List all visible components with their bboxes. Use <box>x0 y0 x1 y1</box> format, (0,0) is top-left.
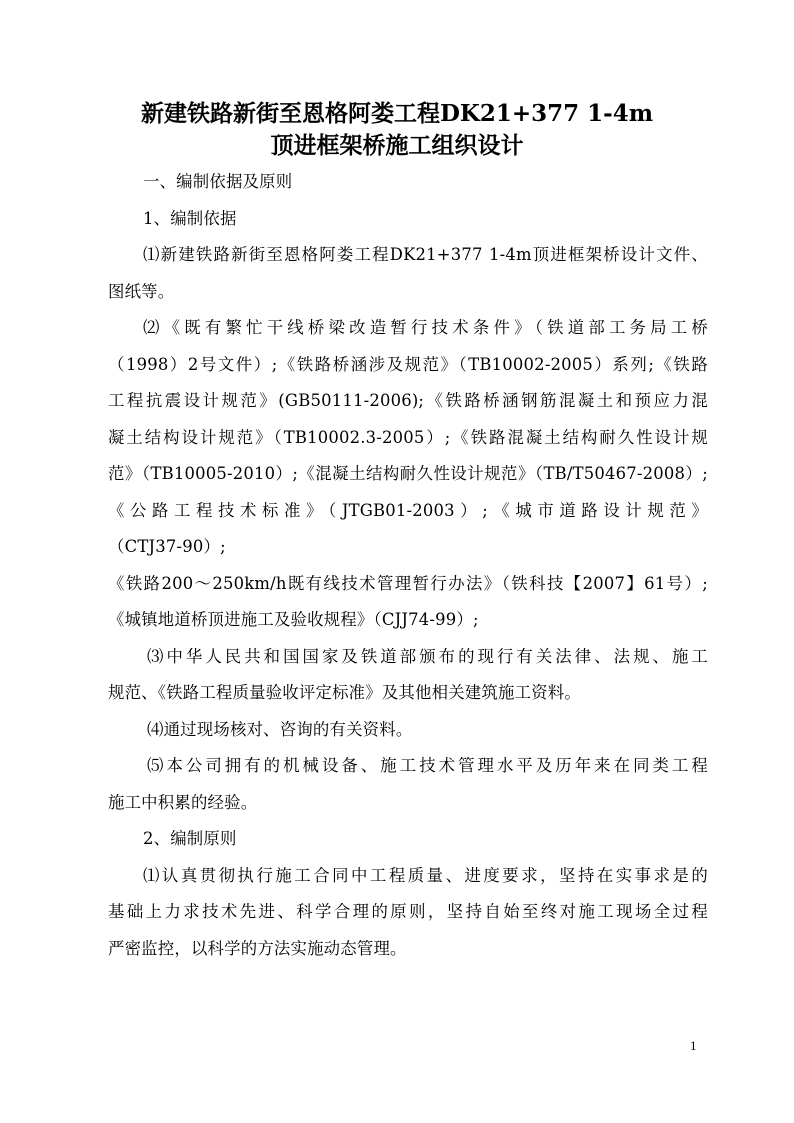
paragraph-line: （1998）2号文件）;《铁路桥涵涉及规范》（TB10002-2005）系列;《铁路 <box>108 355 708 374</box>
paragraph-line: ⑶中华人民共和国国家及铁道部颁布的现行有关法律、法规、施工 <box>147 647 708 666</box>
paragraph-line: ⑵《既有繁忙干线桥梁改造暂行技术条件》（铁道部工务局工桥 <box>143 318 708 337</box>
paragraph-line: ⑸本公司拥有的机械设备、施工技术管理水平及历年来在同类工程 <box>147 756 708 775</box>
page-number: 1 <box>690 1038 697 1053</box>
document-title-line-1: 新建铁路新街至恩格阿娄工程DK21+377 1-4m <box>140 100 654 127</box>
paragraph-line: 《公路工程技术标准》（JTGB01-2003）;《城市道路设计规范》 <box>108 501 708 520</box>
paragraph-line: 工程抗震设计规范》(GB50111-2006);《铁路桥涵钢筋混凝土和预应力混 <box>108 391 708 410</box>
paragraph-line: 规范、《铁路工程质量验收评定标准》及其他相关建筑施工资料。 <box>108 683 581 702</box>
paragraph-line: 基础上力求技术先进、科学合理的原则，坚持自始至终对施工现场全过程 <box>108 902 708 921</box>
paragraph-line: 施工中积累的经验。 <box>108 793 258 812</box>
paragraph-line: 凝土结构设计规范》（TB10002.3-2005）;《铁路混凝土结构耐久性设计规 <box>108 428 708 447</box>
subsection-heading: 1、编制依据 <box>143 209 237 228</box>
paragraph-line: （CTJ37-90）; <box>108 537 226 556</box>
paragraph-line: ⑴新建铁路新街至恩格阿娄工程DK21+377 1-4m顶进框架桥设计文件、 <box>143 245 708 264</box>
paragraph-line: 图纸等。 <box>108 282 175 301</box>
paragraph-line: 《城镇地道桥顶进施工及验收规程》（CJJ74-99）; <box>108 610 479 629</box>
document-title-line-2: 顶进框架桥施工组织设计 <box>270 132 524 159</box>
section-heading: 一、编制依据及原则 <box>143 172 293 191</box>
paragraph-line: ⑷通过现场核对、咨询的有关资料。 <box>147 720 413 739</box>
paragraph-line: 严密监控，以科学的方法实施动态管理。 <box>108 939 407 958</box>
paragraph-line: 《铁路200～250km/h既有线技术管理暂行办法》（铁科技【2007】61号）; <box>108 574 708 593</box>
subsection-heading: 2、编制原则 <box>143 829 237 848</box>
paragraph-line: 范》（TB10005-2010）;《混凝土结构耐久性设计规范》（TB/T50467-2008）; <box>108 464 708 483</box>
paragraph-line: ⑴认真贯彻执行施工合同中工程质量、进度要求，坚持在实事求是的 <box>143 866 708 885</box>
